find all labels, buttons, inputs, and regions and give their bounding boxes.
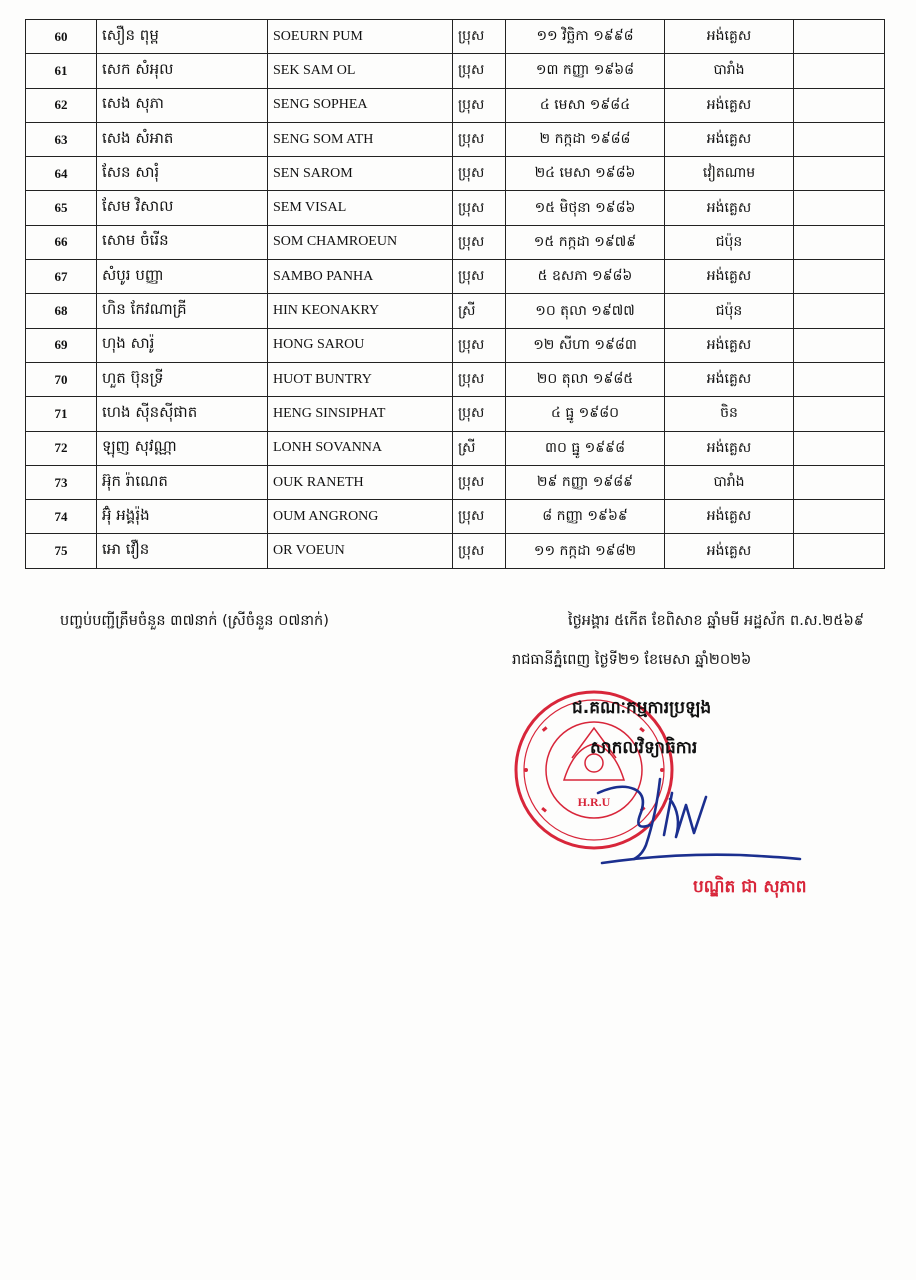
date-of-birth-cell: ៨ កញ្ញា ១៩៦៩	[506, 500, 665, 534]
nationality-cell: អង់គ្លេស	[665, 500, 794, 534]
nationality-cell: បារាំង	[665, 54, 794, 88]
name-khmer-cell: អោ វឿន	[97, 534, 268, 568]
sex-cell: ប្រុស	[453, 534, 506, 568]
name-khmer-cell: សែម វិសាល	[97, 191, 268, 225]
table-row	[26, 157, 885, 191]
candidate-table-body	[26, 20, 885, 569]
name-khmer-cell: សែន សារុំ	[97, 157, 268, 191]
name-latin-cell: SENG SOM ATH	[268, 122, 453, 156]
name-latin-cell: HONG SAROU	[268, 328, 453, 362]
seal-text: H.R.U	[577, 795, 611, 809]
table-row	[26, 500, 885, 534]
candidate-table	[25, 19, 885, 569]
name-khmer-cell: សេង សុភា	[97, 88, 268, 122]
row-number-cell: 67	[26, 260, 97, 294]
row-number-cell: 62	[26, 88, 97, 122]
date-of-birth-cell: ៥ ឧសភា ១៩៨៦	[506, 260, 665, 294]
sex-cell: ប្រុស	[453, 362, 506, 396]
name-khmer-cell: សេង សំអាត	[97, 122, 268, 156]
table-row	[26, 362, 885, 396]
remarks-cell	[794, 122, 885, 156]
table-row	[26, 431, 885, 465]
remarks-cell	[794, 431, 885, 465]
date-of-birth-cell: ១១ កក្កដា ១៩៨២	[506, 534, 665, 568]
date-of-birth-cell: ៤ មេសា ១៩៨៤	[506, 88, 665, 122]
date-of-birth-cell: ១៥ មិថុនា ១៩៨៦	[506, 191, 665, 225]
row-number-cell: 66	[26, 225, 97, 259]
nationality-cell: ជប៉ុន	[665, 294, 794, 328]
sex-cell: ប្រុស	[453, 465, 506, 499]
row-number-cell: 74	[26, 500, 97, 534]
summary-text: បញ្ចប់បញ្ជីត្រឹមចំនួន ៣៧នាក់ (ស្រីចំនួន ០៧នាក់)	[60, 613, 329, 629]
lunar-date-text: ថ្ងៃអង្គារ ៥កើត ខែពិសាខ ឆ្នាំមមី អដ្ឋស័ក ព.ស.២៥៦៩	[568, 613, 864, 629]
remarks-cell	[794, 191, 885, 225]
row-number-cell: 69	[26, 328, 97, 362]
sex-cell: ប្រុស	[453, 260, 506, 294]
name-latin-cell: SEK SAM OL	[268, 54, 453, 88]
name-latin-cell: SEM VISAL	[268, 191, 453, 225]
signature-title: សាកលវិទ្យាធិការ	[590, 738, 698, 758]
nationality-cell: វៀតណាម	[665, 157, 794, 191]
name-khmer-cell: អ៊ុំ អង្គរ៉ុង	[97, 500, 268, 534]
row-number-cell: 71	[26, 397, 97, 431]
row-number-cell: 63	[26, 122, 97, 156]
handwritten-signature	[590, 775, 805, 870]
name-khmer-cell: ហុង សារ៉ូ	[97, 328, 268, 362]
remarks-cell	[794, 20, 885, 54]
row-number-cell: 70	[26, 362, 97, 396]
sex-cell: ប្រុស	[453, 157, 506, 191]
table-row	[26, 191, 885, 225]
sex-cell: ប្រុស	[453, 122, 506, 156]
name-khmer-cell: ឡុញ សុវណ្ណា	[97, 431, 268, 465]
place-date-text: រាជធានីភ្នំពេញ ថ្ងៃទី២១ ខែមេសា ឆ្នាំ២០២៦	[512, 652, 752, 668]
name-khmer-cell: សឿន ពុម្ព	[97, 20, 268, 54]
row-number-cell: 60	[26, 20, 97, 54]
sex-cell: ស្រី	[453, 431, 506, 465]
remarks-cell	[794, 54, 885, 88]
remarks-cell	[794, 225, 885, 259]
name-latin-cell: SEN SAROM	[268, 157, 453, 191]
name-latin-cell: SAMBO PANHA	[268, 260, 453, 294]
nationality-cell: អង់គ្លេស	[665, 20, 794, 54]
name-latin-cell: HUOT BUNTRY	[268, 362, 453, 396]
name-latin-cell: HENG SINSIPHAT	[268, 397, 453, 431]
name-latin-cell: SENG SOPHEA	[268, 88, 453, 122]
row-number-cell: 68	[26, 294, 97, 328]
date-of-birth-cell: ១០ តុលា ១៩៧៧	[506, 294, 665, 328]
name-khmer-cell: ហួត ប៊ុនទ្រី	[97, 362, 268, 396]
nationality-cell: ចិន	[665, 397, 794, 431]
sex-cell: ប្រុស	[453, 88, 506, 122]
sex-cell: ប្រុស	[453, 328, 506, 362]
table-row	[26, 465, 885, 499]
name-khmer-cell: សេក សំអុល	[97, 54, 268, 88]
remarks-cell	[794, 294, 885, 328]
row-number-cell: 64	[26, 157, 97, 191]
row-number-cell: 61	[26, 54, 97, 88]
sex-cell: ប្រុស	[453, 225, 506, 259]
name-latin-cell: SOM CHAMROEUN	[268, 225, 453, 259]
sex-cell: ប្រុស	[453, 20, 506, 54]
table-row	[26, 54, 885, 88]
table-row	[26, 260, 885, 294]
remarks-cell	[794, 500, 885, 534]
nationality-cell: អង់គ្លេស	[665, 534, 794, 568]
nationality-cell: អង់គ្លេស	[665, 431, 794, 465]
nationality-cell: អង់គ្លេស	[665, 328, 794, 362]
nationality-cell: ជប៉ុន	[665, 225, 794, 259]
date-of-birth-cell: ២៩ កញ្ញា ១៩៨៩	[506, 465, 665, 499]
date-of-birth-cell: ២០ តុលា ១៩៨៥	[506, 362, 665, 396]
date-of-birth-cell: ២៤ មេសា ១៩៨៦	[506, 157, 665, 191]
name-khmer-cell: ហិន កែវណាគ្រី	[97, 294, 268, 328]
date-of-birth-cell: ៤ ធ្នូ ១៩៨០	[506, 397, 665, 431]
remarks-cell	[794, 157, 885, 191]
date-of-birth-cell: ១១ វិច្ឆិកា ១៩៩៨	[506, 20, 665, 54]
sex-cell: ប្រុស	[453, 191, 506, 225]
table-row	[26, 397, 885, 431]
row-number-cell: 73	[26, 465, 97, 499]
name-khmer-cell: សំបូរ បញ្ញា	[97, 260, 268, 294]
table-row	[26, 328, 885, 362]
name-khmer-cell: ហេង ស៊ីនស៊ីផាត	[97, 397, 268, 431]
table-row	[26, 88, 885, 122]
name-latin-cell: OR VOEUN	[268, 534, 453, 568]
remarks-cell	[794, 328, 885, 362]
remarks-cell	[794, 397, 885, 431]
remarks-cell	[794, 362, 885, 396]
signer-name: បណ្ឌិត ជា សុភាព	[693, 877, 807, 897]
sex-cell: ប្រុស	[453, 397, 506, 431]
table-row	[26, 122, 885, 156]
name-latin-cell: OUK RANETH	[268, 465, 453, 499]
remarks-cell	[794, 88, 885, 122]
date-of-birth-cell: ៣០ ធ្នូ ១៩៩៨	[506, 431, 665, 465]
table-row	[26, 294, 885, 328]
sex-cell: ប្រុស	[453, 500, 506, 534]
remarks-cell	[794, 260, 885, 294]
name-latin-cell: HIN KEONAKRY	[268, 294, 453, 328]
name-latin-cell: OUM ANGRONG	[268, 500, 453, 534]
remarks-cell	[794, 465, 885, 499]
name-latin-cell: LONH SOVANNA	[268, 431, 453, 465]
date-of-birth-cell: ២ កក្កដា ១៩៨៨	[506, 122, 665, 156]
row-number-cell: 65	[26, 191, 97, 225]
nationality-cell: អង់គ្លេស	[665, 362, 794, 396]
nationality-cell: អង់គ្លេស	[665, 191, 794, 225]
remarks-cell	[794, 534, 885, 568]
sex-cell: ប្រុស	[453, 54, 506, 88]
sex-cell: ស្រី	[453, 294, 506, 328]
nationality-cell: អង់គ្លេស	[665, 88, 794, 122]
nationality-cell: បារាំង	[665, 465, 794, 499]
date-of-birth-cell: ១២ សីហា ១៩៨៣	[506, 328, 665, 362]
table-row	[26, 20, 885, 54]
row-number-cell: 75	[26, 534, 97, 568]
nationality-cell: អង់គ្លេស	[665, 260, 794, 294]
table-row	[26, 534, 885, 568]
table-row	[26, 225, 885, 259]
name-khmer-cell: សោម ចំរើន	[97, 225, 268, 259]
date-of-birth-cell: ១៣ កញ្ញា ១៩៦៨	[506, 54, 665, 88]
row-number-cell: 72	[26, 431, 97, 465]
name-latin-cell: SOEURN PUM	[268, 20, 453, 54]
signature-organization: ជ.គណៈកម្មការប្រឡង	[572, 698, 712, 718]
nationality-cell: អង់គ្លេស	[665, 122, 794, 156]
name-khmer-cell: អ៊ុក រ៉ាណេត	[97, 465, 268, 499]
date-of-birth-cell: ១៥ កក្កដា ១៩៧៩	[506, 225, 665, 259]
